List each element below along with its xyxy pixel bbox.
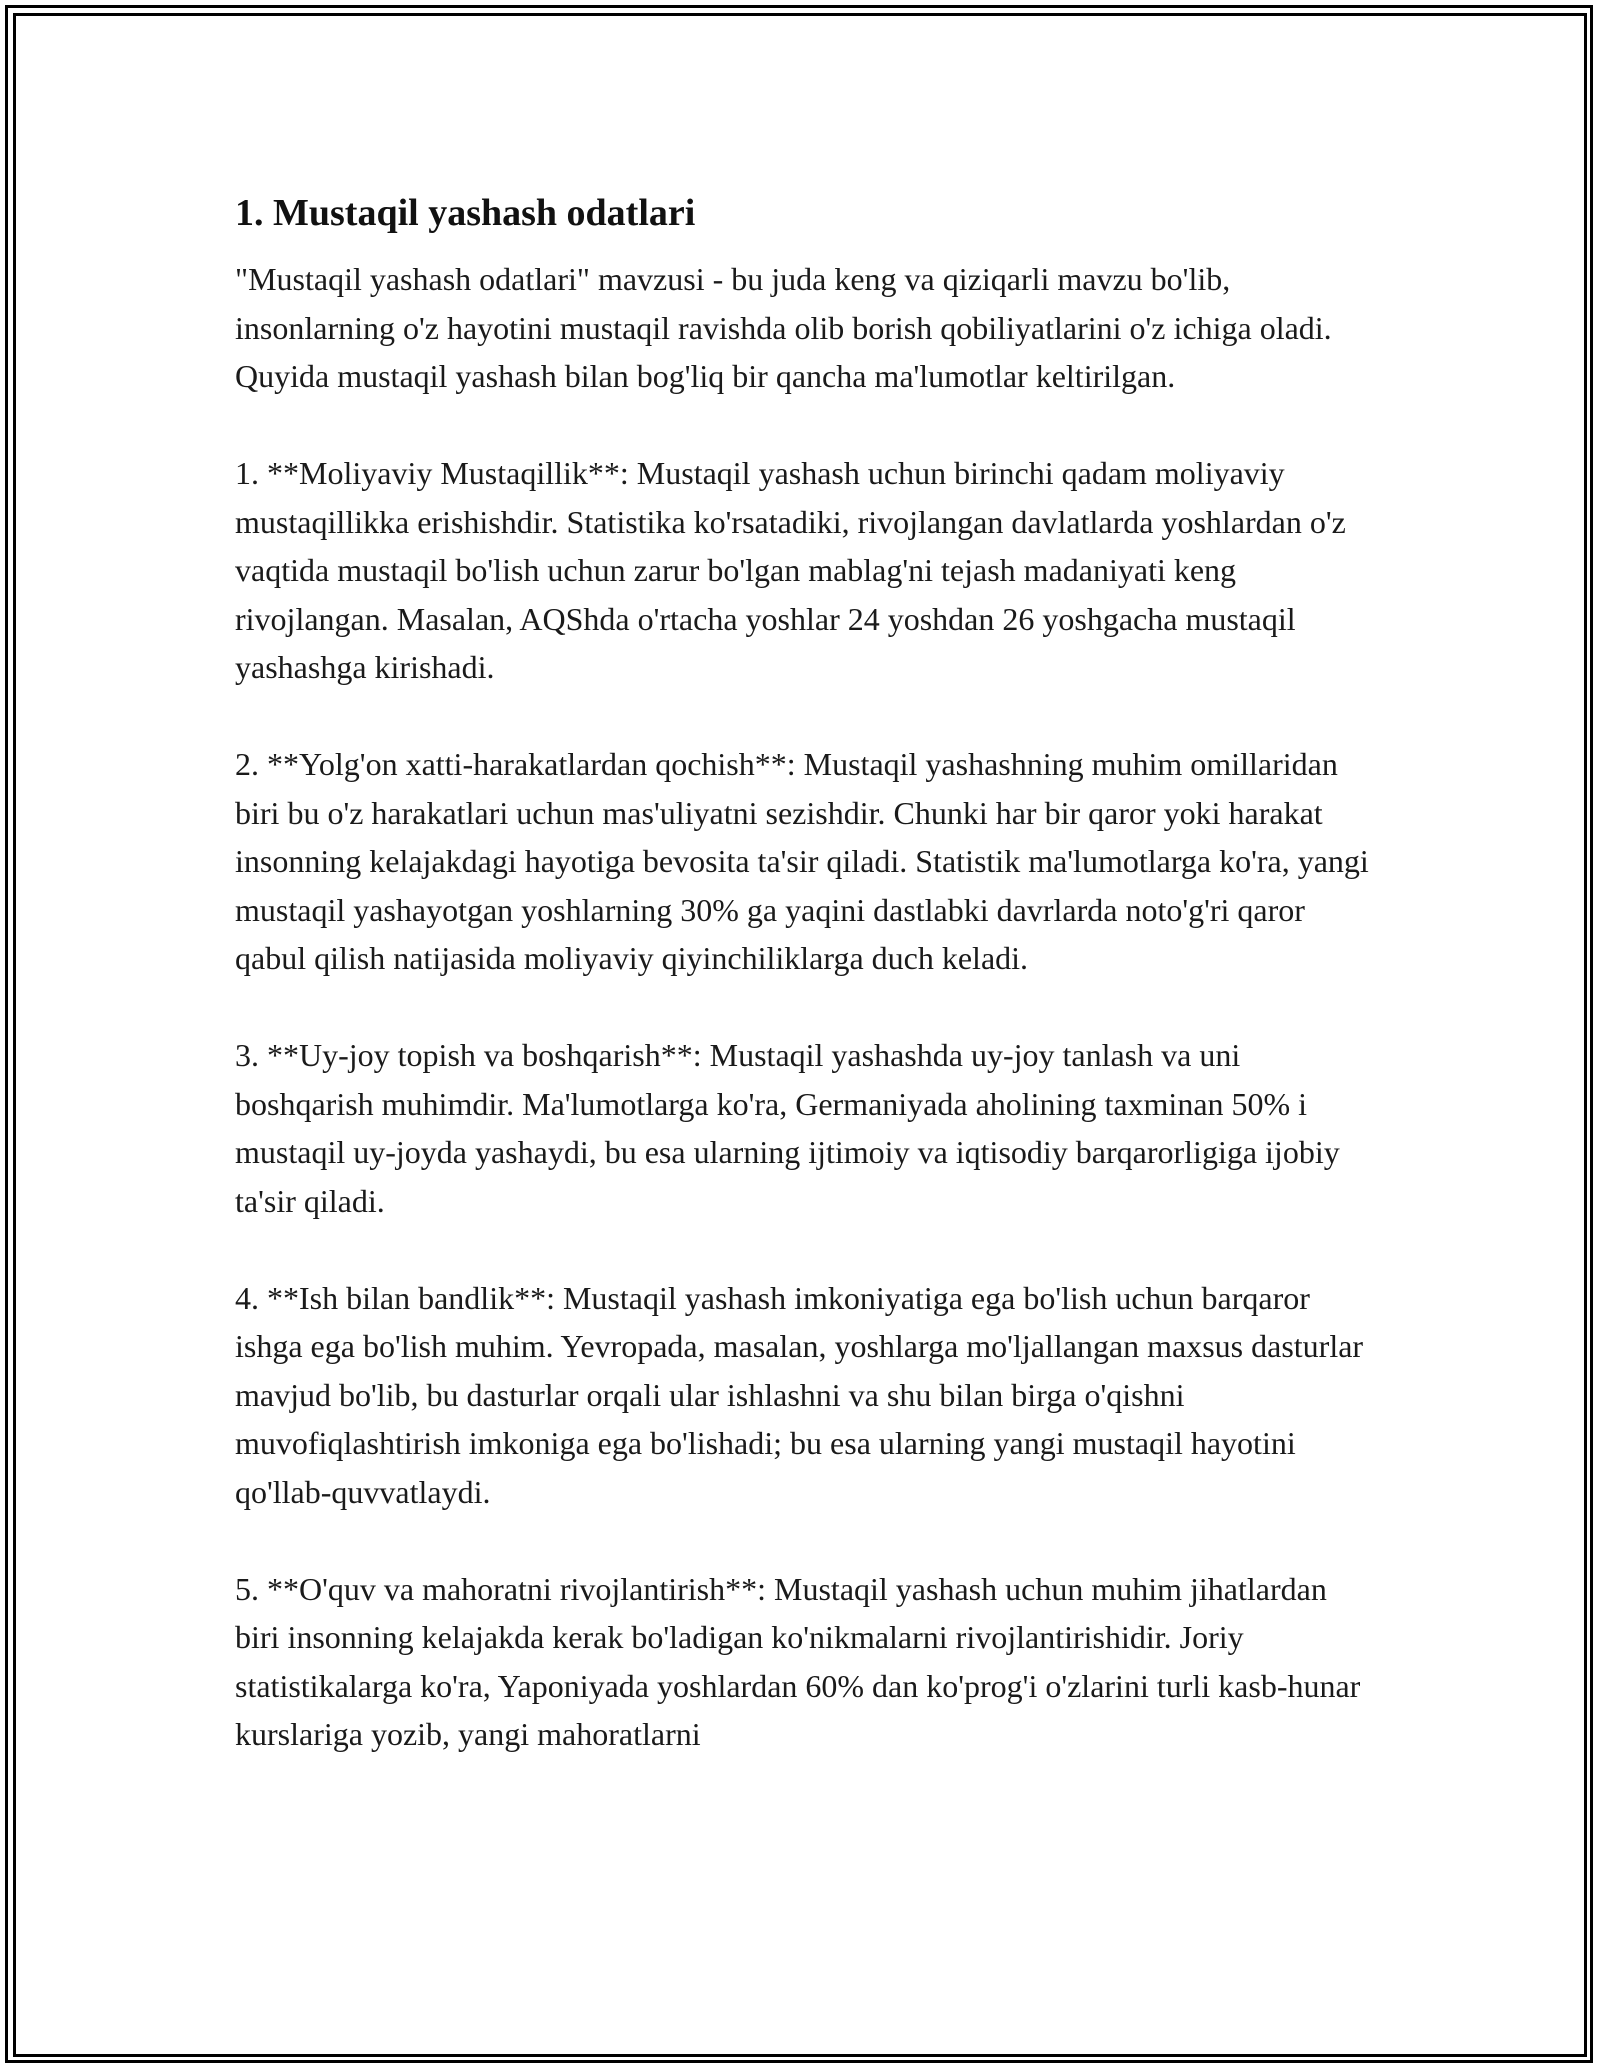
intro-paragraph: "Mustaqil yashash odatlari" mavzusi - bu juda keng va qiziqarli mavzu bo'lib, insonlarning o'z hayotini mustaqil ravishda olib borish qobiliyatlarini o'z ichiga oladi. Quyida mustaqil yashash bilan bog'liq bir qancha ma'lumotlar keltirilgan. — [235, 261, 1332, 394]
section-paragraph-3: 3. **Uy-joy topish va boshqarish**: Mustaqil yashashda uy-joy tanlash va uni boshqarish muhimdir. Ma'lumotlarga ko'ra, Germaniyada aholining taxminan 50% i mustaqil uy-joyda yashaydi, bu esa ularning ijtimoiy va iqtisodiy barqarorligiga ijobiy ta'sir qiladi. — [235, 1037, 1340, 1219]
section-paragraph-4: 4. **Ish bilan bandlik**: Mustaqil yashash imkoniyatiga ega bo'lish uchun barqaror ishga ega bo'lish muhim. Yevropada, masalan, yoshlarga mo'ljallangan maxsus dasturlar mavjud bo'lib, bu dasturlar orqali ular ishlashni va shu bilan birga o'qishni muvofiqlashtirish imkoniga ega bo'lishadi; bu esa ularning yangi mustaqil hayotini qo'llab-quvvatlaydi. — [235, 1279, 1364, 1510]
section-paragraph-2: 2. **Yolg'on xatti-harakatlardan qochish**: Mustaqil yashashning muhim omillaridan biri bu o'z harakatlari uchun mas'uliyatni sezishdir. Chunki har bir qaror yoki harakat insonning kelajakdagi hayotiga bevosita ta'sir qiladi. Statistik ma'lumotlarga ko'ra, yangi mustaqil yashayotgan yoshlarning 30% ga yaqini dastlabki davrlarda noto'g'ri qaror qabul qilish natijasida moliyaviy qiyinchiliklarga duch keladi. — [235, 746, 1369, 976]
section-paragraph-5: 5. **O'quv va mahoratni rivojlantirish**: Mustaqil yashash uchun muhim jihatlardan biri insonning kelajakda kerak bo'ladigan ko'nikmalarni rivojlantirishidir. Joriy statistikalarga ko'ra, Yaponiyada yoshlardan 60% dan ko'prog'i o'zlarini turli kasb-hunar kurslariga yozib, yangi mahoratlarni — [235, 1570, 1361, 1752]
document-title: 1. Mustaqil yashash odatlari — [235, 192, 696, 234]
section-paragraph-1: 1. **Moliyaviy Mustaqillik**: Mustaqil yashash uchun birinchi qadam moliyaviy mustaqillikka erishishdir. Statistika ko'rsatadiki, rivojlangan davlatlarda yoshlardan o'z vaqtida mustaqil bo'lish uchun zarur bo'lgan mablag'ni tejash madaniyati keng rivojlangan. Masalan, AQShda o'rtacha yoshlar 24 yoshdan 26 yoshgacha mustaqil yashashga kirishadi. — [235, 455, 1346, 685]
document-body — [235, 185, 1375, 1807]
